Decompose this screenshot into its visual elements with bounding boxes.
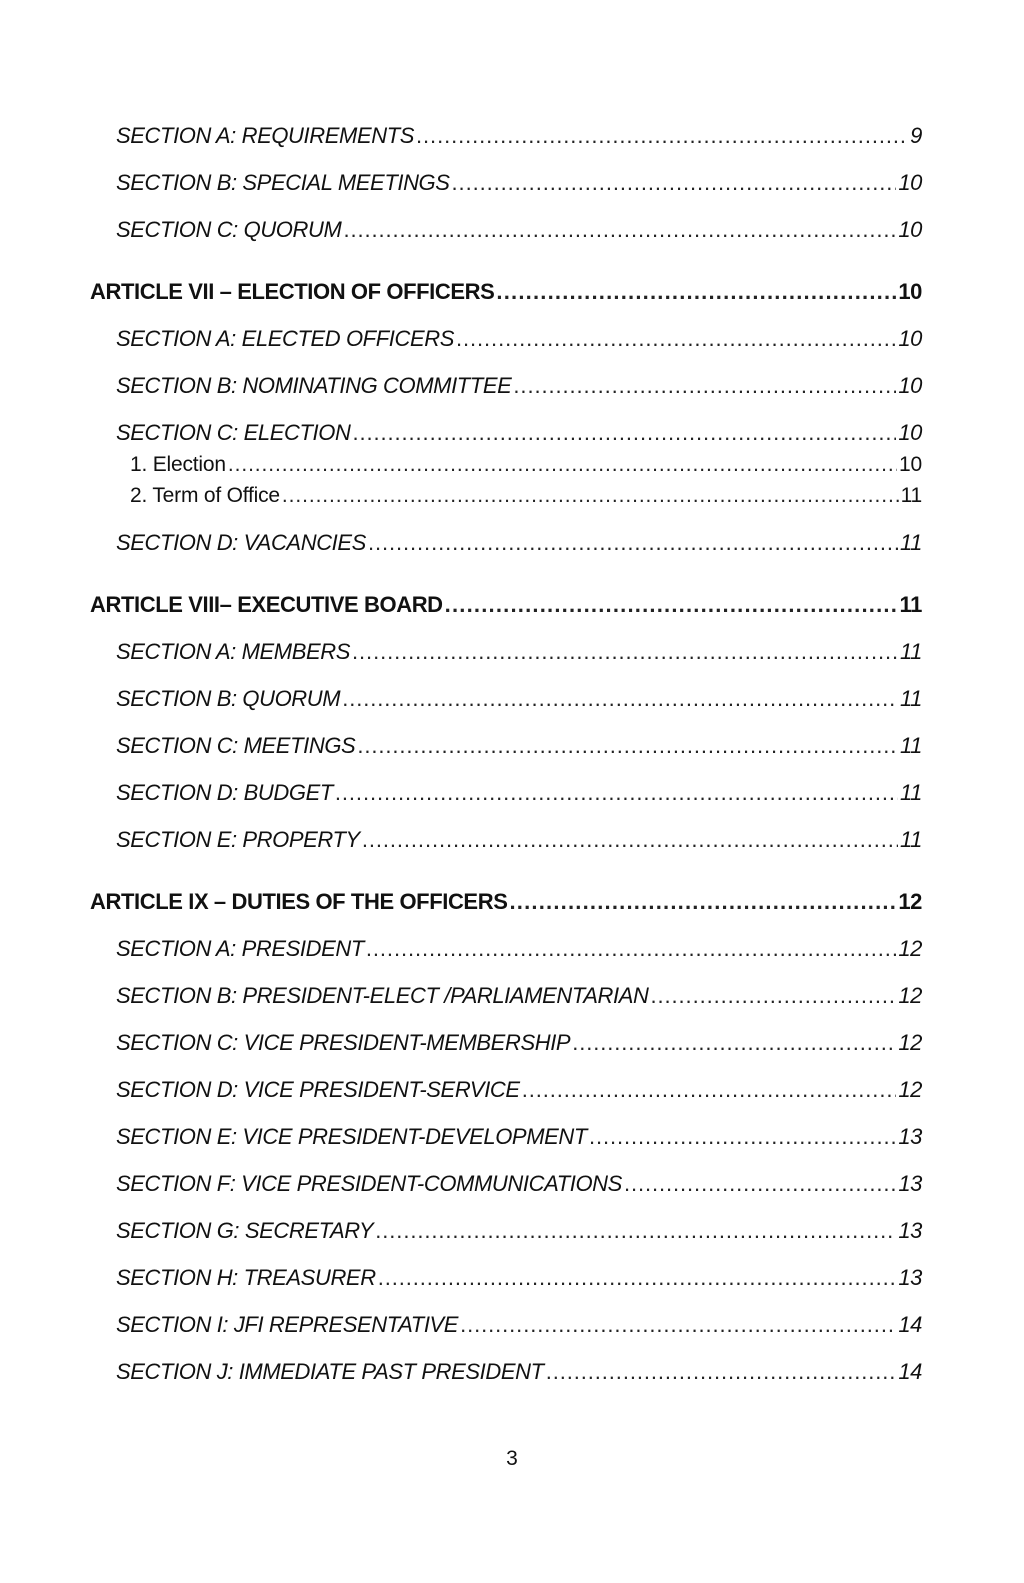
toc-entry-title: SECTION A: PRESIDENT (116, 936, 364, 961)
toc-entry-section (116, 1169, 922, 1199)
toc-entry-page: 13 (898, 1265, 922, 1290)
toc-entry-title: SECTION F: VICE PRESIDENT-COMMUNICATIONS (116, 1171, 622, 1196)
toc-entry-article (90, 887, 922, 917)
toc-entry-page: 9 (910, 123, 922, 148)
toc-entry-page: 14 (898, 1312, 922, 1337)
toc-entry-section (116, 168, 922, 198)
toc-entry-page: 13 (898, 1218, 922, 1243)
toc-entry-section (116, 825, 922, 855)
dot-leader (368, 528, 898, 558)
toc-entry-title: SECTION G: SECRETARY (116, 1218, 374, 1243)
toc-entry-page: 11 (899, 733, 922, 758)
toc-entry-page: 13 (898, 1124, 922, 1149)
toc-entry-page: 12 (898, 983, 922, 1008)
toc-entry-page: 13 (898, 1171, 922, 1196)
toc-entry-title: SECTION B: SPECIAL MEETINGS (116, 170, 450, 195)
toc-entry-section (116, 1122, 922, 1152)
toc-entry-page: 10 (898, 373, 922, 398)
toc-entry-page: 11 (899, 827, 922, 852)
toc-entry-title: ARTICLE IX – DUTIES OF THE OFFICERS (90, 889, 508, 914)
dot-leader (375, 1216, 896, 1246)
toc-entry-section (116, 1075, 922, 1105)
toc-entry-section (116, 215, 922, 245)
toc-entry-section (116, 1216, 922, 1246)
dot-leader (343, 215, 896, 245)
toc-entry-section (116, 121, 922, 151)
toc-entry-title: SECTION B: QUORUM (116, 686, 341, 711)
toc-entry-page: 14 (898, 1359, 922, 1384)
toc-entry-section (116, 1310, 922, 1340)
toc-entry-title: 1. Election (130, 453, 226, 476)
toc-entry-section (116, 637, 922, 667)
dot-leader (335, 778, 898, 808)
dot-leader (445, 590, 898, 620)
dot-leader (366, 934, 896, 964)
dot-leader (589, 1122, 896, 1152)
dot-leader (342, 684, 898, 714)
toc-entry-section (116, 1357, 922, 1387)
toc-entry-title: SECTION B: PRESIDENT-ELECT /PARLIAMENTARIAN (116, 983, 649, 1008)
toc-entry-title: SECTION D: BUDGET (116, 780, 333, 805)
toc-entry-page: 10 (898, 420, 922, 445)
toc-entry-page: 11 (899, 780, 922, 805)
toc-entry-section (116, 1028, 922, 1058)
toc-entry-page: 11 (899, 686, 922, 711)
toc-entry-subitem (130, 481, 922, 511)
toc-entry-title: SECTION D: VICE PRESIDENT-SERVICE (116, 1077, 520, 1102)
dot-leader (452, 168, 897, 198)
toc-entry-section (116, 731, 922, 761)
toc-entry-section (116, 371, 922, 401)
toc-entry-page: 11 (900, 484, 922, 507)
toc-entry-title: SECTION C: ELECTION (116, 420, 351, 445)
toc-entry-title: ARTICLE VIII– EXECUTIVE BOARD (90, 592, 443, 617)
toc-entry-title: SECTION D: VACANCIES (116, 530, 366, 555)
toc-entry-page: 12 (898, 889, 922, 914)
toc-entry-section (116, 528, 922, 558)
toc-entry-page: 10 (898, 326, 922, 351)
dot-leader (282, 481, 899, 511)
toc-entry-section (116, 418, 922, 448)
toc-entry-section (116, 684, 922, 714)
dot-leader (456, 324, 896, 354)
toc-entry-page: 12 (898, 1030, 922, 1055)
dot-leader (496, 277, 896, 307)
toc-entry-section (116, 981, 922, 1011)
toc-entry-subitem (130, 450, 922, 480)
toc-entry-article (90, 590, 922, 620)
dot-leader (513, 371, 896, 401)
dot-leader (572, 1028, 896, 1058)
toc-entry-title: ARTICLE VII – ELECTION OF OFFICERS (90, 279, 495, 304)
dot-leader (228, 450, 897, 480)
toc-entry-page: 11 (899, 592, 922, 617)
toc-entry-title: SECTION J: IMMEDIATE PAST PRESIDENT (116, 1359, 544, 1384)
dot-leader (362, 825, 898, 855)
toc-entry-page: 10 (898, 170, 922, 195)
dot-leader (509, 887, 896, 917)
toc-entry-section (116, 324, 922, 354)
dot-leader (352, 637, 898, 667)
toc-entry-title: SECTION B: NOMINATING COMMITTEE (116, 373, 512, 398)
toc-entry-page: 11 (899, 639, 922, 664)
toc-entry-title: SECTION A: ELECTED OFFICERS (116, 326, 454, 351)
toc-entry-page: 10 (898, 217, 922, 242)
toc-entry-title: SECTION C: VICE PRESIDENT-MEMBERSHIP (116, 1030, 571, 1055)
dot-leader (651, 981, 897, 1011)
toc-entry-title: SECTION I: JFI REPRESENTATIVE (116, 1312, 459, 1337)
dot-leader (460, 1310, 896, 1340)
toc-entry-page: 10 (899, 453, 922, 476)
dot-leader (624, 1169, 896, 1199)
toc-entry-title: SECTION H: TREASURER (116, 1265, 376, 1290)
toc-entry-section (116, 1263, 922, 1293)
toc-entry-page: 12 (898, 936, 922, 961)
dot-leader (357, 731, 898, 761)
dot-leader (378, 1263, 897, 1293)
toc-entry-title: 2. Term of Office (130, 484, 280, 507)
dot-leader (522, 1075, 897, 1105)
toc-entry-title: SECTION E: VICE PRESIDENT-DEVELOPMENT (116, 1124, 587, 1149)
dot-leader (416, 121, 908, 151)
toc-entry-section (116, 778, 922, 808)
toc-entry-title: SECTION C: QUORUM (116, 217, 342, 242)
toc-entry-title: SECTION A: REQUIREMENTS (116, 123, 415, 148)
toc-entry-title: SECTION C: MEETINGS (116, 733, 356, 758)
toc-entry-page: 10 (898, 279, 922, 304)
toc-entry-section (116, 934, 922, 964)
toc-entry-title: SECTION A: MEMBERS (116, 639, 351, 664)
toc-entry-page: 11 (899, 530, 922, 555)
dot-leader (546, 1357, 897, 1387)
toc-entry-page: 12 (898, 1077, 922, 1102)
toc-entry-title: SECTION E: PROPERTY (116, 827, 360, 852)
dot-leader (352, 418, 896, 448)
toc-entry-article (90, 277, 922, 307)
page-number: 3 (506, 1447, 518, 1470)
